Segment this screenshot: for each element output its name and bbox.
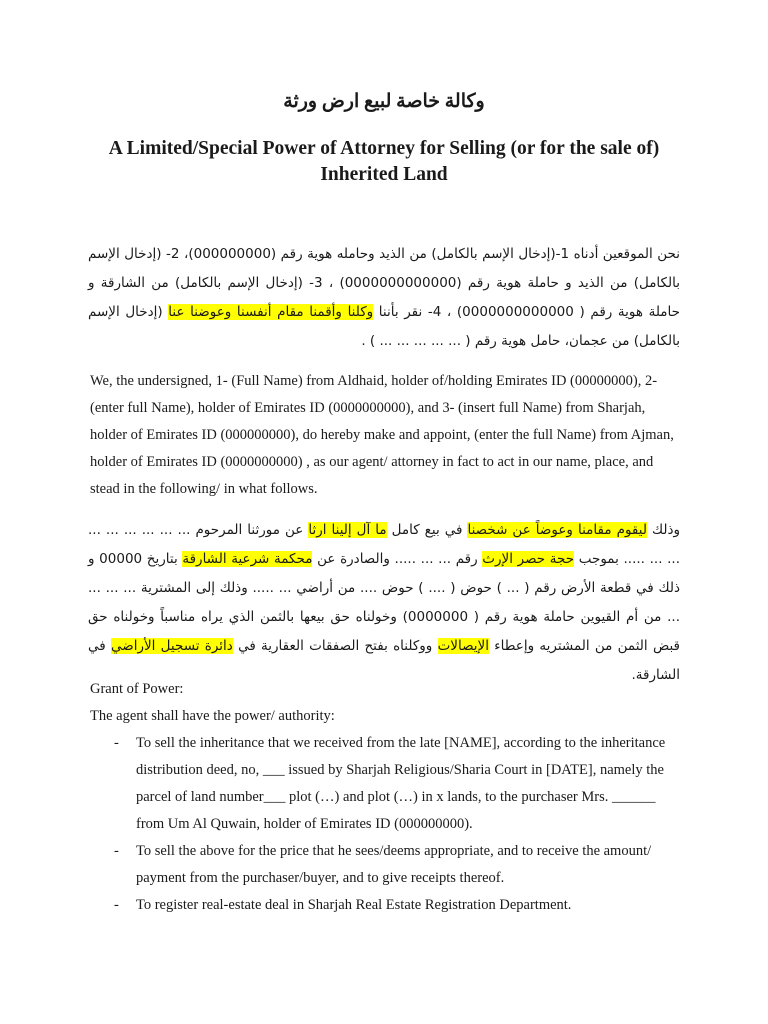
highlighted-phrase: وكلنا وأقمنا مقام أنفسنا وعوضنا عنا <box>168 304 374 320</box>
highlighted-phrase: الإيصالات <box>437 638 489 654</box>
arabic-text-segment: في الشارقة. <box>88 638 680 683</box>
english-paragraph-appointment: We, the undersigned, 1- (Full Name) from Aldhaid, holder of/holding Emirates ID (00000000), 2- (enter full Name), holder of Emirates ID (0000000000), and 3- (insert full Name) from Sharjah, holder of Emirates ID (000000000), do hereby make and appoint, (enter the full Name) from Ajman, holder of Emirates ID (0000000000) , as our agent/ attorney in fact to act in our name, place, and stead in the following/ in what follows. <box>90 373 674 497</box>
powers-list <box>90 730 682 919</box>
arabic-text-segment: ووكلناه بفتح الصفقات العقارية في <box>232 638 438 654</box>
list-item <box>90 730 682 838</box>
arabic-text-segment: (إدخال الإسم بالكامل) من عجمان، حامل هوية رقم ( ... ... ... ... ... ) . <box>88 304 680 349</box>
grant-of-power-heading: Grant of Power: <box>90 681 184 697</box>
arabic-text-segment: في بيع كامل <box>386 522 468 538</box>
arabic-text-segment: رقم ... ... ..... والصادرة عن <box>312 551 483 567</box>
list-item <box>90 838 682 892</box>
list-item <box>90 892 682 919</box>
arabic-text-segment: عن مورثنا المرحوم ... ... ... ... ... ... ... ... ..... بموجب <box>88 522 681 567</box>
highlighted-phrase: ما آل إلينا ارثا <box>308 522 387 538</box>
english-title: A Limited/Special Power of Attorney for Selling (or for the sale of) Inherited Land <box>108 138 660 185</box>
arabic-paragraph-powers <box>88 516 680 690</box>
bullet-dash: - <box>114 843 119 859</box>
list-item-text: To sell the inheritance that we received from the late [NAME], according to the inheritance distribution deed, no, ___ issued by Sharjah Religious/Sharia Court in [DATE], namely the parcel of land number___ plot (…) and plot (…) in x lands, to the purchaser Mrs. ______ from Um Al Quwain, holder of Emirates ID (000000000). <box>136 735 666 832</box>
highlighted-phrase: ليقوم مقامنا وعوضاً عن شخصنا <box>467 522 647 538</box>
bullet-dash: - <box>114 735 119 751</box>
arabic-text-segment: بتاريخ 00000 و ذلك في قطعة الأرض رقم ( ... ) حوض ( .... ) حوض .... من أراضي ... ..... وذلك إلى المشترية ... ... ... ... من أم القيوين حاملة هوية رقم ( 0000000) وخولناه حق بيعها بالثمن الذي يراه مناسباً وخولناه حق قبض الثمن من المشتريه وإعطاء <box>88 551 681 654</box>
highlighted-phrase: حجة حصر الإرث <box>482 551 575 567</box>
highlighted-phrase: محكمة شرعية الشارقة <box>182 551 313 567</box>
arabic-paragraph-appointment <box>88 240 680 356</box>
list-item-text: To sell the above for the price that he sees/deems appropriate, and to receive the amount/ payment from the purchaser/buyer, and to give receipts thereof. <box>136 843 652 886</box>
agent-powers-intro: The agent shall have the power/ authority: <box>90 708 335 724</box>
arabic-title: وكالة خاصة لبيع ارض ورثة <box>283 91 485 112</box>
bullet-dash: - <box>114 897 119 913</box>
arabic-text-segment: وذلك <box>646 522 680 538</box>
list-item-text: To register real-estate deal in Sharjah Real Estate Registration Department. <box>136 897 572 913</box>
highlighted-phrase: دائرة تسجيل الأراضي <box>110 638 233 654</box>
arabic-text-segment: نحن الموقعين أدناه 1-(إدخال الإسم بالكامل) من الذيد وحامله هوية رقم (000000000)، 2- (إدخال الإسم بالكامل) من الذيد و حاملة هوية رقم (0000000000000) ، 3- (إدخال الإسم بالكامل) من الشارقة و حاملة هوية رقم ( 0000000000000) ، 4- نقر بأننا <box>88 246 680 320</box>
